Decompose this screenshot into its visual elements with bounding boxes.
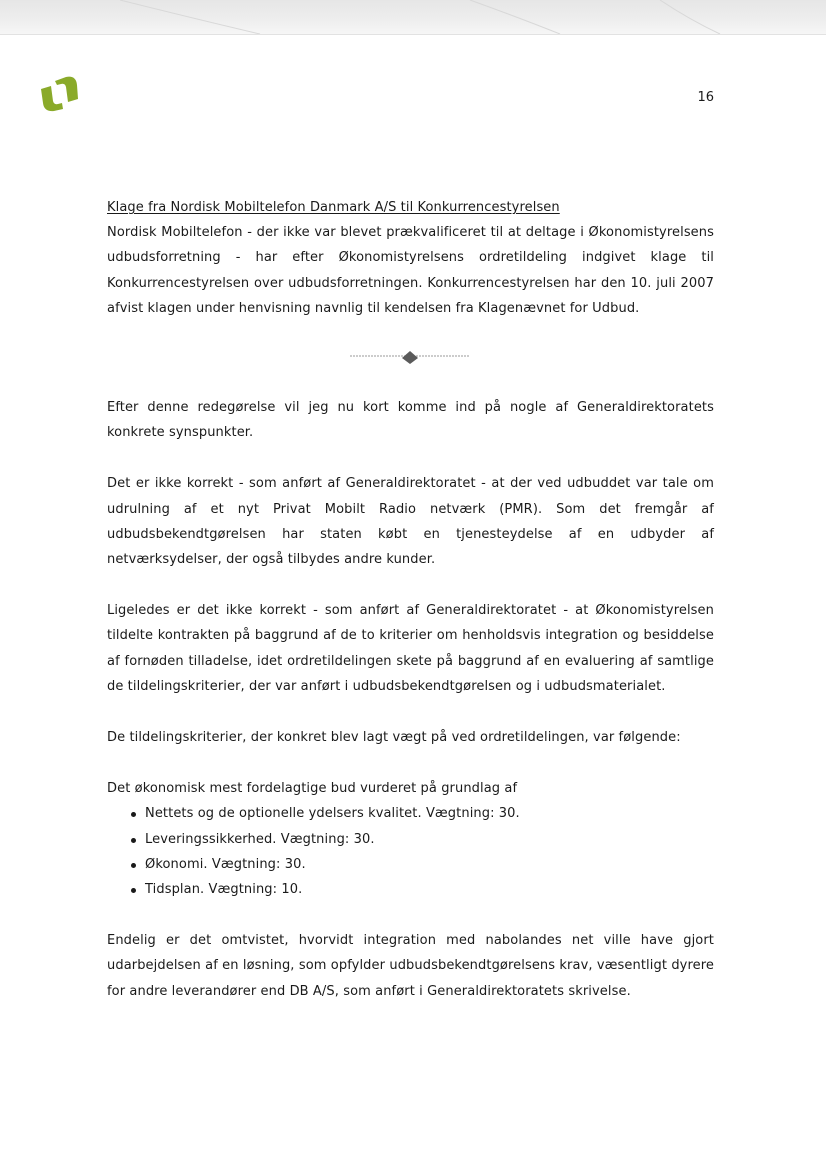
paragraph-criteria-heading: De tildelingskriterier, der konkret blev lagt vægt på ved ordretildelingen, var følgende:: [107, 730, 681, 746]
diamond-ornament-icon: [350, 349, 470, 369]
section-heading: Klage fra Nordisk Mobiltelefon Danmark A/S til Konkurrencestyrelsen: [107, 200, 560, 215]
list-item: Leveringssikkerhed. Vægtning: 30.: [131, 827, 714, 852]
list-item: Tidsplan. Vægtning: 10.: [131, 877, 714, 902]
header-band-decoration: [0, 0, 826, 34]
header-band: [0, 0, 826, 35]
paragraph-criteria-evaluation: Ligeledes er det ikke korrekt - som anført af Generaldirektoratet - at Økonomistyrelsen tildelte kontrakten på baggrund af de to kriterier om henholdsvis integration og besiddelse af fornøden tilladelse, idet ordretildelingen skete på baggrund af en evaluering af samtlige de tildelingskriterier, der var anført i udbudsbekendtgørelsen og i udbudsmaterialet.: [107, 603, 714, 694]
page-number: 16: [697, 90, 714, 105]
criteria-list: [107, 801, 714, 902]
paragraph-pmr: Det er ikke korrekt - som anført af Generaldirektoratet - at der ved udbuddet var tale om udrulning af et nyt Privat Mobilt Radio netværk (PMR). Som det fremgår af udbudsbekendtgørelsen har staten købt en tjenesteydelse af en udbyder af netværksydelser, der også tilbydes andre kunder.: [107, 476, 714, 568]
list-item: Økonomi. Vægtning: 30.: [131, 852, 714, 877]
brand-logo-icon: [38, 75, 80, 113]
list-item: Nettets og de optionelle ydelsers kvalitet. Vægtning: 30.: [131, 801, 714, 826]
paragraph-integration: Endelig er det omtvistet, hvorvidt integration med nabolandes net ville have gjort udarbejdelsen af en løsning, som opfylder udbudsbekendtgørelsens krav, væsentligt dyrere for andre leverandører end DB A/S, som anført i Generaldirektoratets skrivelse.: [107, 933, 714, 999]
paragraph-complaint: Nordisk Mobiltelefon - der ikke var blevet prækvalificeret til at deltage i Økonomistyrelsens udbudsforretning - har efter Økonomistyrelsens ordretildeling indgivet klage til Konkurrencestyrelsen over udbudsforretningen. Konkurrencestyrelsen har den 10. juli 2007 afvist klagen under henvisning navnlig til kendelsen fra Klagenævnet for Udbud.: [107, 225, 714, 316]
paragraph-intro: Efter denne redegørelse vil jeg nu kort komme ind på nogle af Generaldirektoratets konkrete synspunkter.: [107, 400, 714, 441]
document-body: [107, 195, 714, 1004]
list-intro: Det økonomisk mest fordelagtige bud vurderet på grundlag af: [107, 781, 518, 797]
section-divider: [107, 345, 714, 373]
